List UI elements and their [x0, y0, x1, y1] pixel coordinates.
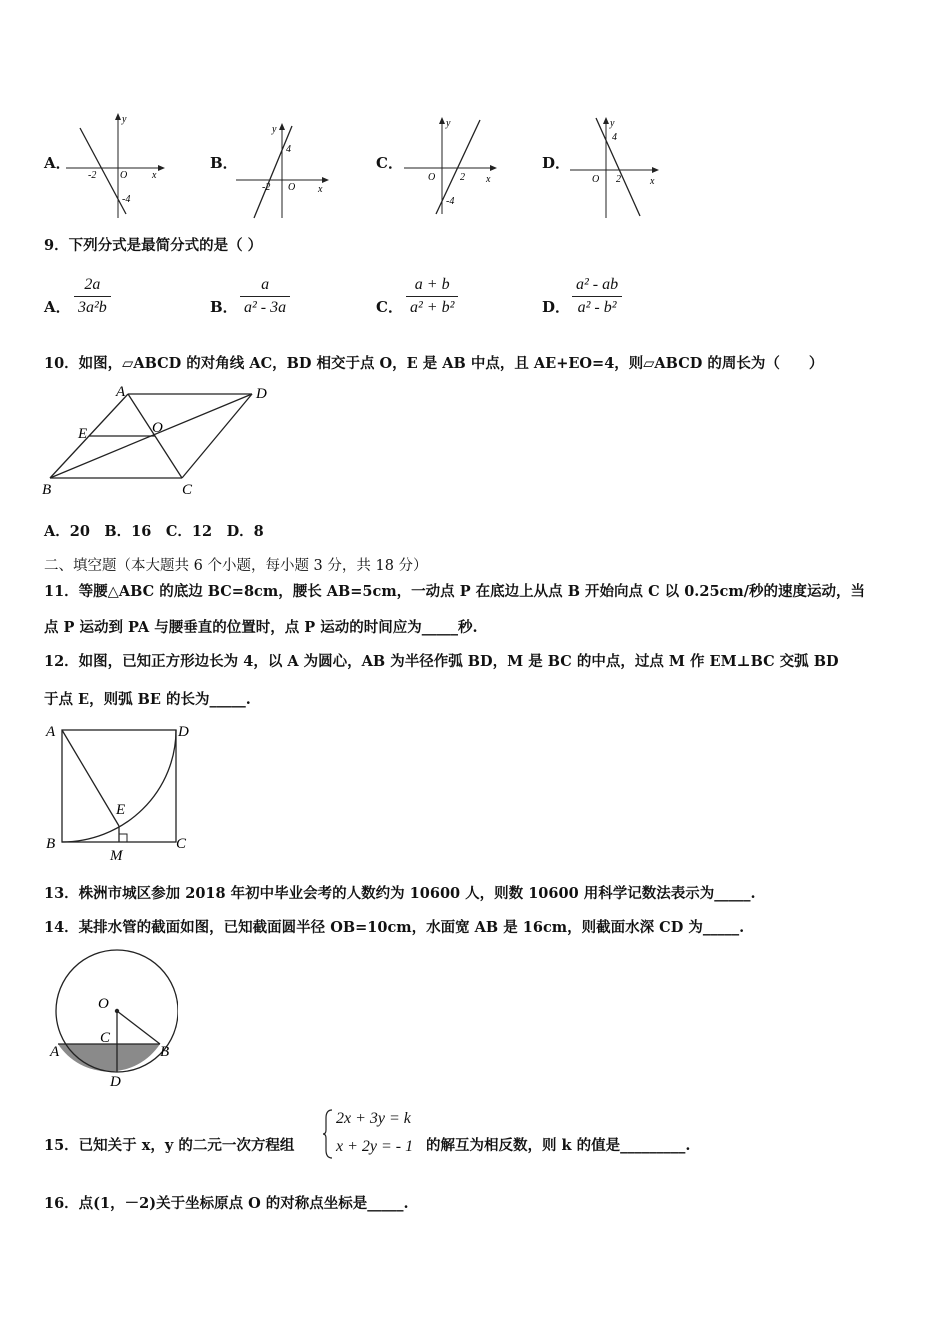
- q9-option-b-label: B．: [210, 298, 238, 316]
- q10-options: A．20 B．16 C．12 D．8: [44, 523, 264, 540]
- brace-icon: [322, 1108, 334, 1160]
- denominator: a² - 3a: [244, 299, 287, 316]
- q9-option-b-fraction: [240, 276, 290, 317]
- q11-line2: 点 P 运动到 PA 与腰垂直的位置时，点 P 运动的时间应为_____秒.: [44, 619, 478, 636]
- q8-option-c-graph: [404, 114, 500, 218]
- point-d: D: [178, 724, 189, 740]
- q9-option-c-fraction: [406, 276, 458, 317]
- point-a: A: [46, 724, 56, 740]
- point-b: B: [160, 1044, 170, 1060]
- q10-stem: 10．如图，▱ABCD 的对角线 AC，BD 相交于点 O，E 是 AB 中点，且 AE+EO=4，则▱ABCD 的周长为（ ）: [44, 355, 824, 372]
- y-axis-label: y: [610, 118, 615, 129]
- q9-option-d-fraction: [572, 276, 622, 317]
- point-a: A: [50, 1044, 60, 1060]
- q15-equation-2: x + 2y = - 1: [336, 1138, 414, 1155]
- q9-option-a-fraction: [74, 276, 111, 317]
- point-c: C: [176, 836, 187, 852]
- denominator: 3a²b: [78, 299, 107, 316]
- x-axis-label: x: [650, 176, 655, 187]
- origin-label: O: [120, 170, 128, 181]
- q8-option-d-label: D．: [542, 154, 571, 172]
- numerator: a² - ab: [576, 276, 619, 293]
- tick-neg4: -4: [446, 196, 455, 207]
- origin-label: O: [592, 174, 600, 185]
- q13-stem: 13．株洲市城区参加 2018 年初中毕业会考的人数约为 10600 人，则数 10600 用科学记数法表示为_____.: [44, 885, 756, 902]
- q9-option-d-label: D．: [542, 298, 571, 316]
- q12-line1: 12．如图，已知正方形边长为 4，以 A 为圆心，AB 为半径作弧 BD，M 是 BC 的中点，过点 M 作 EM⊥BC 交弧 BD: [44, 653, 839, 670]
- tick-4: 4: [286, 144, 291, 155]
- y-axis-label: y: [446, 118, 451, 129]
- q8-option-a-graph: [66, 110, 166, 220]
- q9-option-a-label: A．: [44, 298, 71, 316]
- q15-prefix: 15．已知关于 x，y 的二元一次方程组: [44, 1137, 295, 1154]
- q10-parallelogram-figure: [42, 382, 274, 498]
- point-d: D: [256, 386, 267, 402]
- x-axis-label: x: [486, 174, 491, 185]
- point-b: B: [46, 836, 56, 852]
- denominator: a² - b²: [577, 299, 617, 316]
- origin-label: O: [428, 172, 436, 183]
- q8-option-b-graph: [236, 120, 336, 220]
- point-m: M: [110, 848, 123, 862]
- tick-4: 4: [612, 132, 617, 143]
- point-c: C: [100, 1030, 111, 1046]
- q15-equation-1: 2x + 3y = k: [336, 1110, 411, 1127]
- q8-option-c-label: C．: [376, 154, 403, 172]
- x-axis-label: x: [318, 184, 323, 195]
- point-o: O: [98, 996, 109, 1012]
- point-a: A: [116, 384, 126, 400]
- tick-2: 2: [616, 174, 621, 185]
- denominator: a² + b²: [410, 299, 455, 316]
- tick-2: 2: [460, 172, 465, 183]
- q9-option-c-label: C．: [376, 298, 403, 316]
- q12-line2: 于点 E，则弧 BE 的长为_____.: [44, 691, 251, 708]
- point-e: E: [116, 802, 126, 818]
- q8-option-d-graph: [570, 114, 666, 220]
- tick-neg4: -4: [122, 194, 131, 205]
- q15-suffix: 的解互为相反数，则 k 的值是_________.: [426, 1137, 691, 1154]
- q16-stem: 16．点(1，－2)关于坐标原点 O 的对称点坐标是_____.: [44, 1195, 409, 1212]
- q8-option-b-label: B．: [210, 154, 238, 172]
- origin-label: O: [288, 182, 296, 193]
- y-axis-label: y: [272, 124, 277, 135]
- q14-stem: 14．某排水管的截面如图，已知截面圆半径 OB=10cm，水面宽 AB 是 16cm，则截面水深 CD 为_____.: [44, 919, 745, 936]
- q8-option-a-label: A．: [44, 154, 71, 172]
- point-b: B: [42, 482, 52, 498]
- point-c: C: [182, 482, 193, 498]
- numerator: a: [261, 276, 270, 293]
- point-e: E: [78, 426, 88, 442]
- numerator: 2a: [84, 276, 101, 293]
- q12-square-arc-figure: [42, 720, 202, 862]
- x-axis-label: x: [152, 170, 157, 181]
- tick-neg2: -2: [88, 170, 97, 181]
- y-axis-label: y: [122, 114, 127, 125]
- q9-stem: 9．下列分式是最简分式的是（ ）: [44, 237, 263, 254]
- tick-neg2: -2: [262, 182, 271, 193]
- section-title: 二、填空题（本大题共 6 个小题，每小题 3 分，共 18 分）: [44, 558, 428, 574]
- q11-line1: 11．等腰△ABC 的底边 BC=8cm，腰长 AB=5cm，一动点 P 在底边上从点 B 开始向点 C 以 0.25cm/秒的速度运动，当: [44, 583, 865, 600]
- point-o: O: [152, 420, 163, 436]
- point-d: D: [110, 1074, 121, 1088]
- numerator: a + b: [414, 276, 450, 293]
- q14-pipe-cross-section-figure: [42, 944, 178, 1088]
